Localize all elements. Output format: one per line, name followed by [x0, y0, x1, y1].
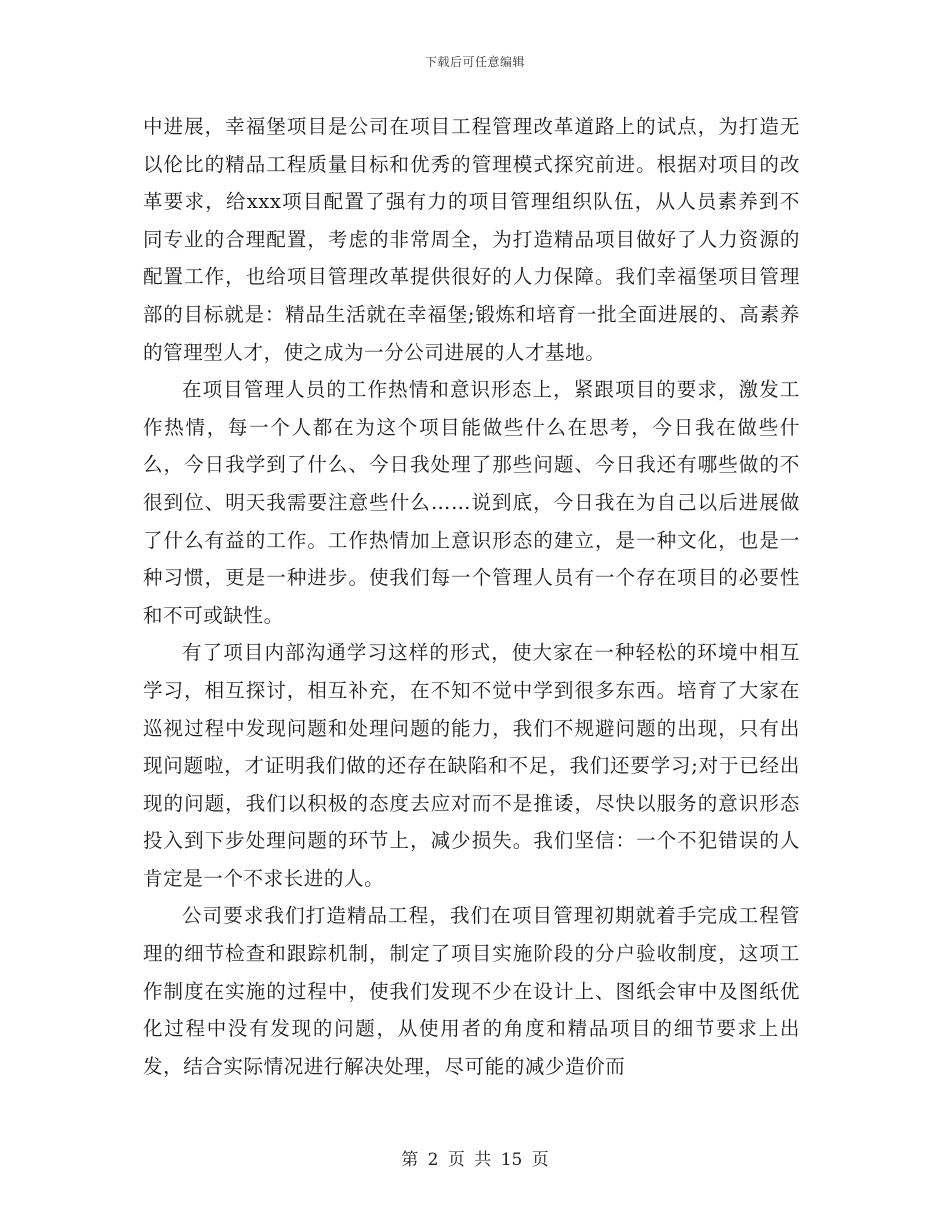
document-body: [143, 108, 800, 1085]
paragraph: 有了项目内部沟通学习这样的形式，使大家在一种轻松的环境中相互学习，相互探讨，相互补充，在不知不觉中学到很多东西。培育了大家在巡视过程中发现问题和处理问题的能力，我们不规避问题的出现，只有出现问题啦，才证明我们做的还存在缺陷和不足，我们还要学习;对于已经出现的问题，我们以积极的态度去应对而不是推诿，尽快以服务的意识形态投入到下步处理问题的环节上，减少损失。我们坚信：一个不犯错误的人肯定是一个不求长进的人。: [143, 641, 800, 890]
page-header: 下载后可任意编辑: [424, 55, 525, 69]
paragraph-continued: 中进展，幸福堡项目是公司在项目工程管理改革道路上的试点，为打造无以伦比的精品工程质量目标和优秀的管理模式探究前进。根据对项目的改革要求，给xxx项目配置了强有力的项目管理组织队伍，从人员素养到不同专业的合理配置，考虑的非常周全，为打造精品项目做好了人力资源的配置工作，也给项目管理改革提供很好的人力保障。我们幸福堡项目管理部的目标就是：精品生活就在幸福堡;锻炼和培育一批全面进展的、高素养的管理型人才，使之成为一分公司进展的人才基地。: [143, 115, 800, 364]
paragraph: 公司要求我们打造精品工程，我们在项目管理初期就着手完成工程管理的细节检查和跟踪机制，制定了项目实施阶段的分户验收制度，这项工作制度在实施的过程中，使我们发现不少在设计上、图纸会审中及图纸优化过程中没有发现的问题，从使用者的角度和精品项目的细节要求上出发，结合实际情况进行解决处理，尽可能的减少造价而: [143, 904, 800, 1078]
page-number-footer: 第 2 页 共 15 页: [401, 1150, 549, 1170]
paragraph: 在项目管理人员的工作热情和意识形态上，紧跟项目的要求，激发工作热情，每一个人都在为这个项目能做些什么在思考，今日我在做些什么，今日我学到了什么、今日我处理了那些问题、今日我还有哪些做的不很到位、明天我需要注意些什么……说到底，今日我在为自己以后进展做了什么有益的工作。工作热情加上意识形态的建立，是一种文化，也是一种习惯，更是一种进步。使我们每一个管理人员有一个存在项目的必要性和不可或缺性。: [143, 378, 800, 627]
